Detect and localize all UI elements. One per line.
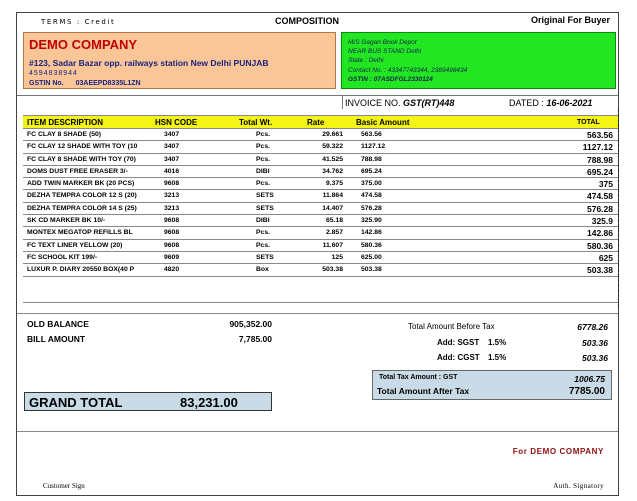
invoice-meta-divider (342, 95, 343, 109)
item-description: DOMS DUST FREE ERASER 3/- (27, 167, 128, 175)
grand-total-label: GRAND TOTAL (29, 395, 123, 410)
table-row (23, 203, 618, 215)
seller-phone: 4594838944 (29, 70, 78, 77)
seller-name: DEMO COMPANY (29, 37, 138, 52)
buyer-contact: 43347743344, 2389498434 (387, 66, 468, 74)
buyer-state-line (348, 56, 609, 65)
item-unit: DIBI (256, 217, 270, 225)
bill-amount-label: BILL AMOUNT (27, 334, 86, 344)
item-basic-amount: 788.98 (361, 155, 382, 163)
item-description: LUXUR P. DIARY 20550 BOX(40 P (27, 266, 135, 274)
item-unit: Pcs. (256, 143, 270, 151)
after-tax-label: Total Amount After Tax (377, 386, 470, 396)
item-total: 576.28 (587, 203, 613, 214)
table-row (23, 190, 618, 202)
terms-label: TERMS : Credit (41, 18, 116, 26)
item-total: 142.86 (587, 228, 613, 239)
buyer-address: NEAR BUS STAND Delhi (348, 48, 422, 56)
invoice-date: 16-06-2021 (546, 98, 593, 108)
item-rate: 59.322 (322, 143, 343, 151)
table-row (23, 129, 618, 141)
item-total: 375 (598, 179, 613, 190)
item-description: MONTEX MEGATOP REFILLS BL (27, 229, 133, 237)
customer-sign-label: Customer Sign (43, 482, 85, 490)
grand-total-value: 83,231.00 (180, 395, 238, 410)
buyer-gstin-line (348, 75, 609, 84)
buyer-gstin: 07ASDFGL2330124 (373, 75, 433, 83)
items-table-header (23, 115, 618, 129)
seller-gstin-label: GSTIN No. (29, 80, 64, 87)
table-row (23, 166, 618, 178)
item-hsn: 4016 (164, 167, 180, 175)
table-empty-row (23, 277, 618, 303)
buyer-name: M/S Gagan Book Depot (348, 39, 417, 46)
after-tax-value: 7785.00 (568, 386, 605, 397)
invoice-meta-row (17, 95, 618, 109)
col-basic-amount: Basic Amount (356, 118, 410, 127)
tax-total-label: Total Tax Amount : GST (379, 374, 458, 381)
item-hsn: 9608 (164, 241, 180, 249)
item-total: 788.98 (587, 154, 613, 165)
item-rate: 29.661 (322, 131, 343, 138)
item-total: 580.36 (587, 240, 613, 251)
item-hsn: 9608 (164, 180, 180, 188)
grand-total-box (24, 392, 272, 411)
sgst-rate: 1.5% (488, 338, 507, 347)
invoice-date-line (509, 98, 592, 108)
col-description: ITEM DESCRIPTION (27, 118, 104, 127)
items-table-body (23, 129, 618, 303)
item-hsn: 9609 (164, 253, 180, 261)
item-rate: 11.607 (322, 241, 343, 249)
item-hsn: 3407 (164, 131, 180, 138)
item-description: FC TEXT LINER YELLOW (20) (27, 241, 123, 249)
table-row (23, 215, 618, 227)
item-rate: 34.762 (322, 167, 343, 175)
item-basic-amount: 576.28 (361, 204, 382, 212)
col-total: TOTAL (577, 119, 600, 126)
item-unit: Pcs. (256, 229, 270, 237)
item-hsn: 3213 (164, 192, 180, 200)
auth-signatory-label: Auth. Signatory (553, 482, 604, 490)
sgst-value: 503.36 (582, 338, 608, 348)
seller-info-box (23, 32, 336, 89)
item-unit: SETS (256, 192, 274, 200)
item-rate: 9.375 (325, 180, 343, 188)
before-tax-label: Total Amount Before Tax (408, 322, 495, 331)
item-basic-amount: 325.90 (361, 217, 382, 225)
table-right-border (618, 109, 619, 307)
item-total: 1127.12 (582, 142, 613, 153)
table-row (23, 240, 618, 252)
item-description: FC CLAY 8 SHADE WITH TOY (70) (27, 155, 136, 163)
item-rate: 2.857 (325, 229, 343, 237)
invoice-frame (16, 12, 619, 496)
item-rate: 41.525 (322, 155, 343, 163)
item-basic-amount: 580.36 (361, 241, 382, 249)
item-unit: Box (256, 266, 269, 274)
item-description: SK CD MARKER BK 10/- (27, 217, 106, 225)
item-hsn: 3213 (164, 204, 180, 212)
copy-type-label: Original For Buyer (530, 15, 610, 25)
item-unit: Pcs. (256, 241, 270, 249)
item-rate: 503.38 (322, 266, 343, 274)
sgst-label: Add: SGST (437, 338, 480, 347)
item-hsn: 4820 (164, 266, 180, 274)
item-total: 563.56 (587, 130, 613, 140)
item-basic-amount: 503.38 (361, 266, 382, 274)
buyer-info-box (341, 32, 616, 89)
item-rate: 125 (331, 253, 343, 261)
item-hsn: 9608 (164, 229, 180, 237)
invoice-number: GST(RT)448 (403, 98, 455, 108)
item-basic-amount: 1127.12 (361, 143, 386, 151)
table-row (23, 252, 618, 264)
cgst-value: 503.36 (582, 353, 608, 363)
before-tax-value: 6778.26 (577, 322, 608, 332)
buyer-contact-line (348, 66, 609, 75)
invoice-date-label: DATED : (509, 98, 544, 108)
item-description: ADD TWIN MARKER BK (20 PCS) (27, 180, 135, 188)
item-unit: SETS (256, 204, 274, 212)
table-row (23, 141, 618, 153)
buyer-state: Delhi (368, 57, 384, 65)
item-basic-amount: 625.00 (361, 253, 382, 261)
composition-title: COMPOSITION (275, 16, 340, 26)
item-hsn: 3407 (164, 143, 180, 151)
buyer-state-label: State : (348, 57, 367, 65)
col-hsn: HSN CODE (155, 118, 198, 127)
old-balance-value: 905,352.00 (229, 319, 272, 329)
item-description: FC CLAY 8 SHADE (50) (27, 131, 102, 138)
bill-amount-value: 7,785.00 (238, 334, 272, 344)
item-unit: Pcs. (256, 155, 270, 163)
item-unit: SETS (256, 253, 274, 261)
item-description: FC SCHOOL KIT 199/- (27, 253, 98, 261)
invoice-top-bar (17, 13, 618, 31)
item-basic-amount: 142.86 (361, 229, 382, 237)
item-total: 625 (598, 252, 613, 263)
item-basic-amount: 563.56 (361, 131, 382, 138)
item-hsn: 3407 (164, 155, 180, 163)
invoice-number-line (345, 98, 454, 108)
item-unit: Pcs. (256, 131, 270, 138)
item-basic-amount: 695.24 (361, 167, 382, 175)
item-description: DEZHA TEMPRA COLOR 12 S (20) (27, 192, 137, 200)
buyer-gstin-label: GSTIN : (348, 75, 372, 83)
item-rate: 65.18 (325, 217, 343, 225)
seller-gstin: 03AEEPD8335L1ZN (75, 80, 141, 87)
invoice-number-label: INVOICE NO. (345, 98, 401, 108)
item-basic-amount: 375.00 (361, 180, 382, 188)
item-rate: 11.864 (322, 192, 343, 200)
item-total: 474.58 (587, 191, 613, 202)
tax-total-value: 1006.75 (574, 374, 605, 384)
seller-address: #123, Sadar Bazar opp. railways station New Delhi PUNJAB (29, 58, 269, 68)
item-total: 695.24 (587, 166, 613, 177)
item-total: 325.9 (591, 216, 613, 227)
item-hsn: 9608 (164, 217, 180, 225)
col-rate: Rate (307, 118, 325, 127)
table-row (23, 264, 618, 276)
for-company-label: For DEMO COMPANY (512, 447, 604, 456)
col-total-wt: Total Wt. (239, 118, 273, 127)
item-description: FC CLAY 12 SHADE WITH TOY (10 (27, 143, 138, 151)
cgst-rate: 1.5% (488, 353, 507, 362)
item-unit: Pcs. (256, 180, 270, 188)
tax-total-box (372, 370, 612, 400)
table-row (23, 154, 618, 166)
old-balance-label: OLD BALANCE (27, 319, 89, 329)
item-description: DEZHA TEMPRA COLOR 14 S (25) (27, 204, 137, 212)
table-row (23, 227, 618, 239)
buyer-contact-label: Contact No. : (348, 66, 386, 74)
item-basic-amount: 474.58 (361, 192, 382, 200)
table-row (23, 178, 618, 190)
item-unit: DIBI (256, 167, 270, 175)
seller-gstin-line (29, 80, 141, 87)
item-total: 503.38 (587, 265, 613, 276)
cgst-label: Add: CGST (437, 353, 480, 362)
item-rate: 14.407 (322, 204, 343, 212)
